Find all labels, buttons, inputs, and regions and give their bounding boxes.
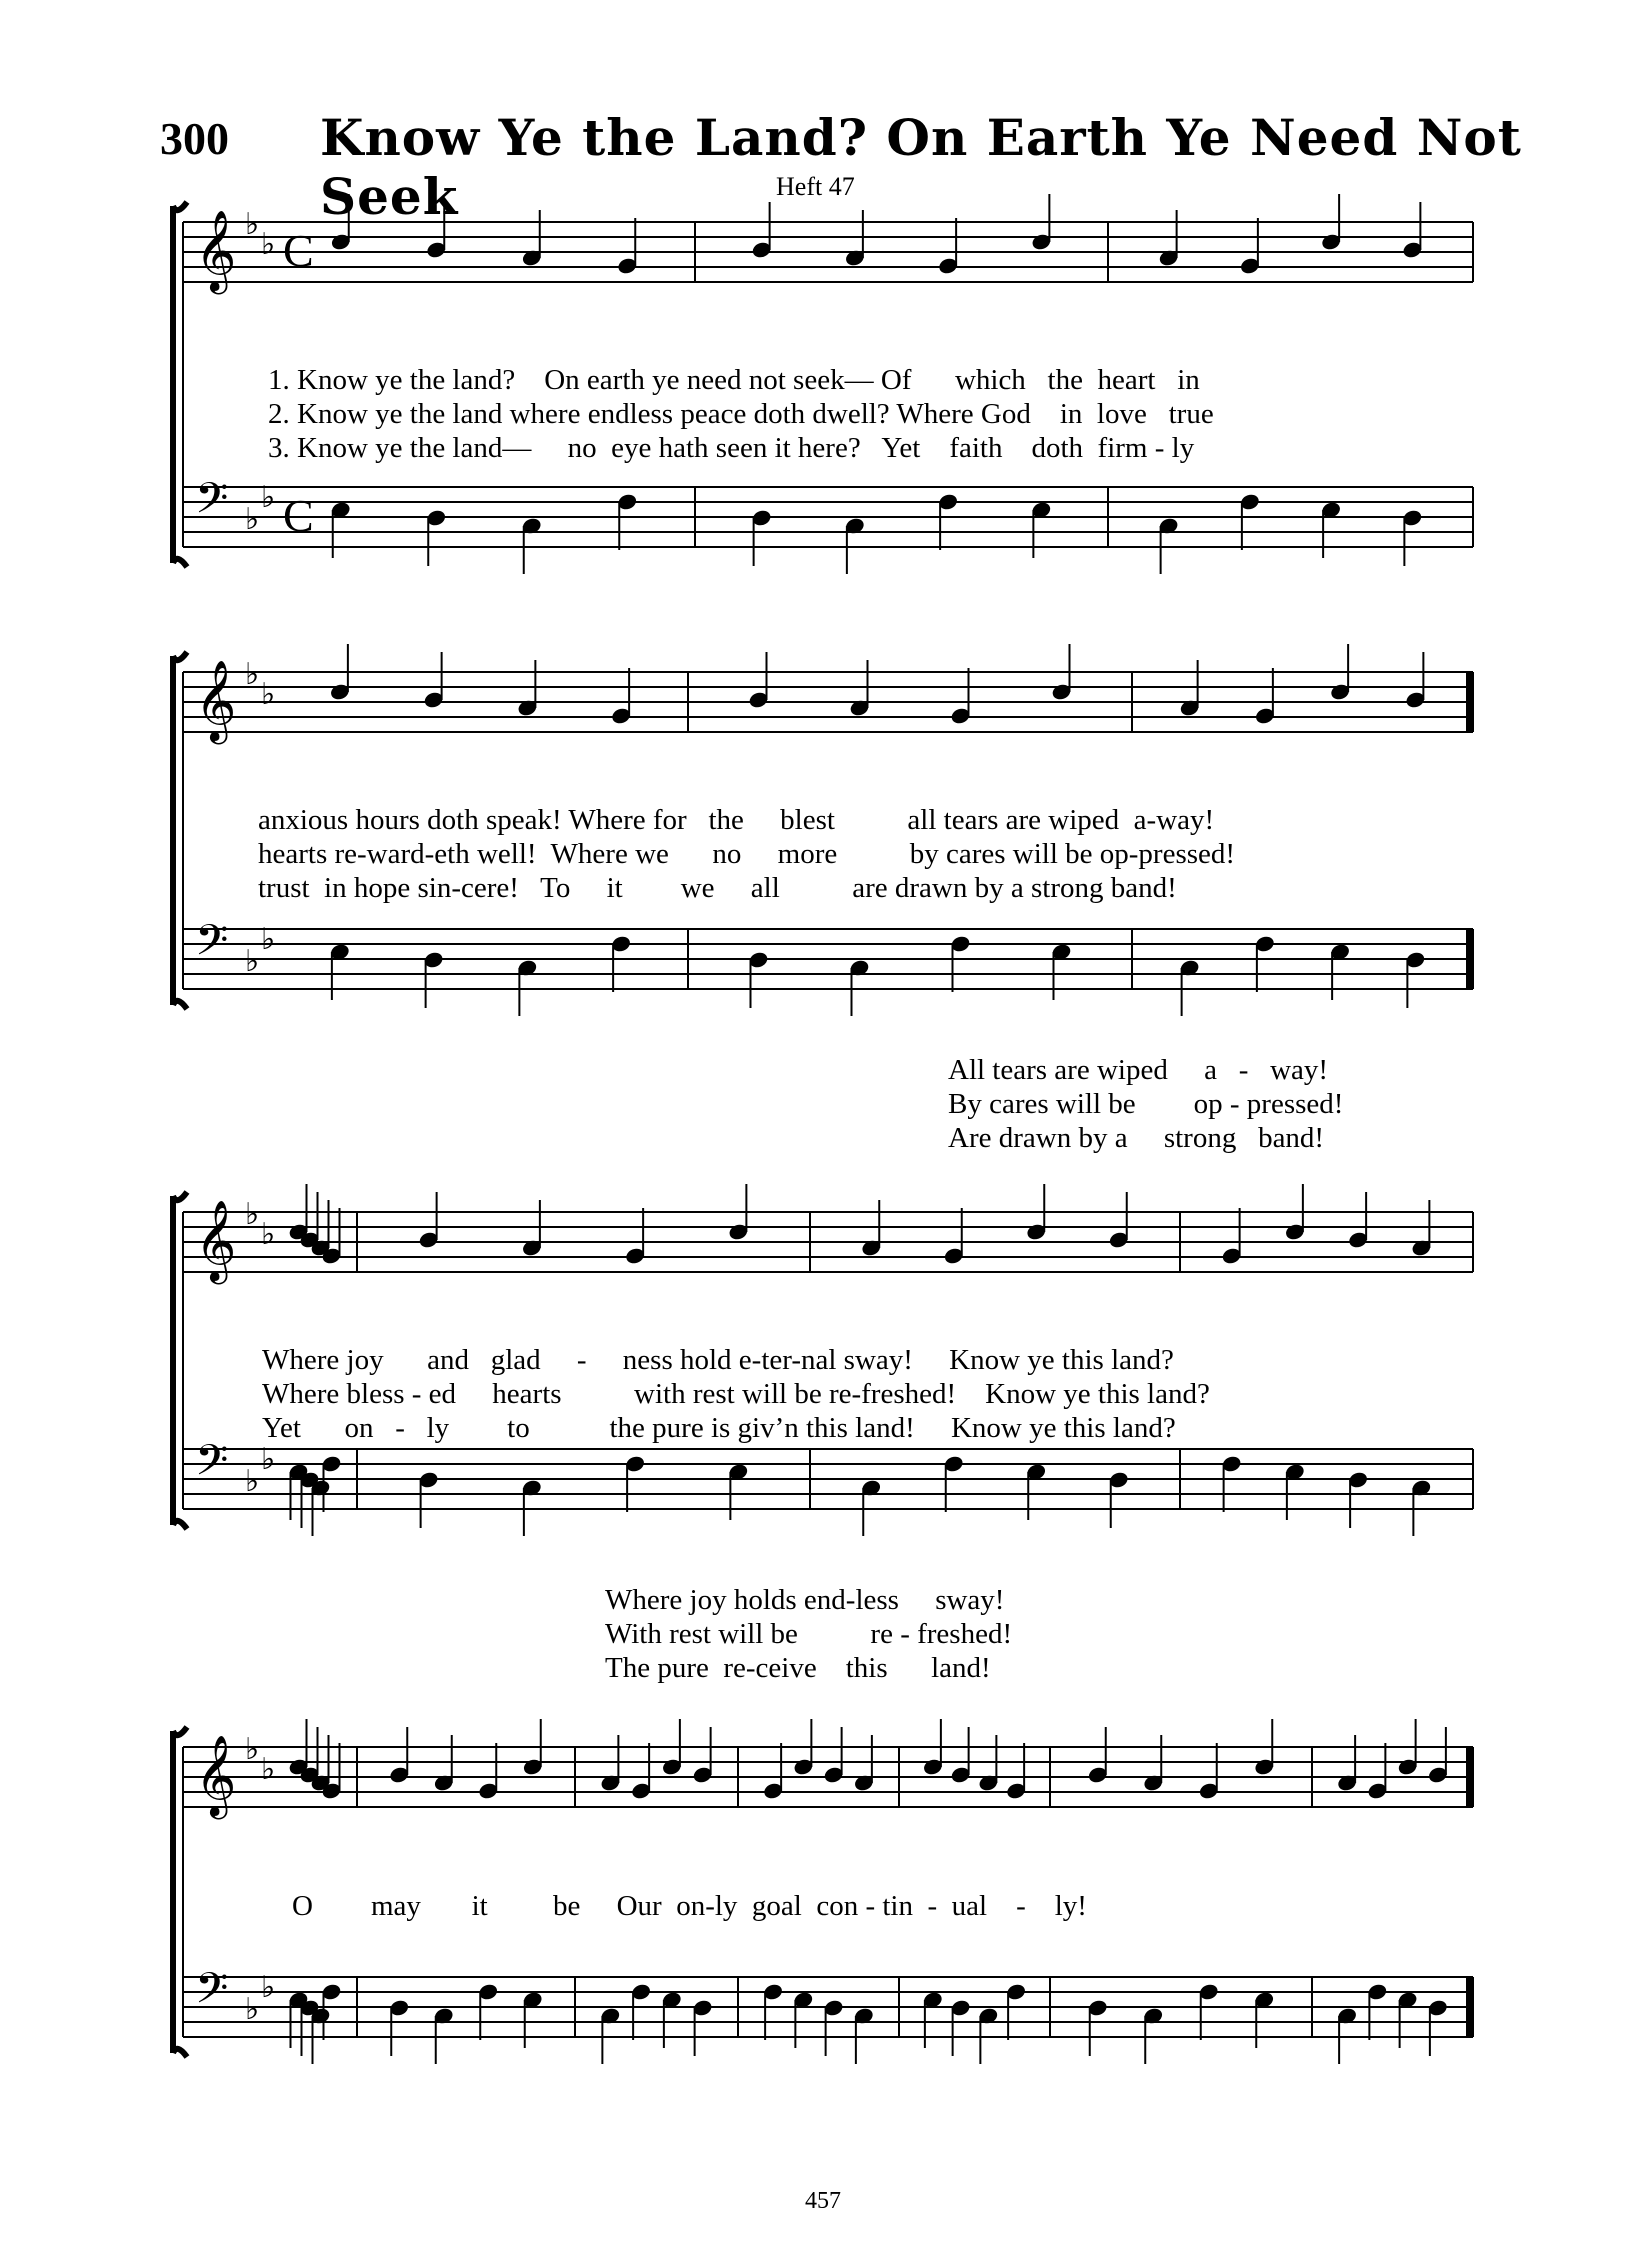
system-bracket (173, 652, 187, 1009)
bass-clef: 𝄢 (195, 1436, 229, 1496)
final-bar-line (1466, 672, 1473, 732)
flat-sign: ♭ (261, 227, 276, 262)
final-bar-line (1466, 929, 1473, 989)
lyric-line-s3-v1: Where joy and glad - ness hold e-ter-nal sway! Know ye this land? (262, 1344, 1174, 1376)
lyric-line-s2-v1: anxious hours doth speak! Where for the blest all tears are wiped a-way! (258, 804, 1215, 836)
lyric-line-s2-v3: trust in hope sin-cere! To it we all are drawn by a strong band! (258, 872, 1177, 904)
bass-clef: 𝄢 (195, 474, 229, 534)
bass-lyric-s2-v1: All tears are wiped a - way! (948, 1054, 1329, 1086)
system-bracket (173, 202, 187, 567)
hymn-number: 300 (160, 113, 229, 164)
bass-clef: 𝄢 (195, 1964, 229, 2024)
flat-sign: ♭ (245, 944, 260, 979)
bass-lyric-s3-v3: The pure re-ceive this land! (605, 1652, 991, 1684)
flat-sign: ♭ (245, 1464, 260, 1499)
flat-sign: ♭ (245, 657, 260, 692)
lyric-line-s2-v2: hearts re-ward-eth well! Where we no more by cares will be op-pressed! (258, 838, 1236, 870)
treble-clef: 𝄞 (195, 659, 237, 741)
flat-sign: ♭ (261, 480, 276, 515)
bass-lyric-s3-v1: Where joy holds end-less sway! (605, 1584, 1005, 1616)
flat-sign: ♭ (261, 1752, 276, 1787)
flat-sign: ♭ (245, 502, 260, 537)
bass-clef: 𝄢 (195, 916, 229, 976)
flat-sign: ♭ (261, 1442, 276, 1477)
lyric-line-s3-v2: Where bless - ed hearts with rest will be re-freshed! Know ye this land? (262, 1378, 1210, 1410)
bass-lyric-s2-v3: Are drawn by a strong band! (948, 1122, 1325, 1154)
lyric-line-s1-v2: 2. Know ye the land where endless peace doth dwell? Where God in love true (268, 398, 1214, 430)
flat-sign: ♭ (245, 1197, 260, 1232)
time-signature-common: C (283, 225, 314, 276)
hymn-title: Know Ye the Land? On Earth Ye Need Not Seek (320, 108, 1522, 226)
tune-name: Heft 47 (776, 172, 855, 201)
treble-clef: 𝄞 (195, 1734, 237, 1816)
flat-sign: ♭ (245, 207, 260, 242)
lyric-line-s3-v3: Yet on - ly to the pure is giv’n this land! Know ye this land? (262, 1412, 1176, 1444)
lyric-line-s1-v3: 3. Know ye the land— no eye hath seen it here? Yet faith doth firm - ly (268, 432, 1195, 464)
flat-sign: ♭ (261, 1217, 276, 1252)
time-signature-common: C (283, 490, 314, 541)
flat-sign: ♭ (245, 1992, 260, 2027)
final-bar-line (1466, 1747, 1473, 1807)
final-bar-line (1466, 1977, 1473, 2037)
flat-sign: ♭ (245, 1732, 260, 1767)
lyric-line-s4-v1: O may it be Our on-ly goal con - tin - ual - ly! (292, 1890, 1087, 1922)
bass-lyric-s2-v2: By cares will be op - pressed! (948, 1088, 1344, 1120)
flat-sign: ♭ (261, 677, 276, 712)
lyric-line-s1-v1: 1. Know ye the land? On earth ye need not seek— Of which the heart in (268, 364, 1200, 396)
page-number: 457 (805, 2188, 841, 2214)
treble-clef: 𝄞 (195, 1199, 237, 1281)
treble-clef: 𝄞 (195, 209, 237, 291)
flat-sign: ♭ (261, 922, 276, 957)
bass-lyric-s3-v2: With rest will be re - freshed! (605, 1618, 1013, 1650)
flat-sign: ♭ (261, 1970, 276, 2005)
